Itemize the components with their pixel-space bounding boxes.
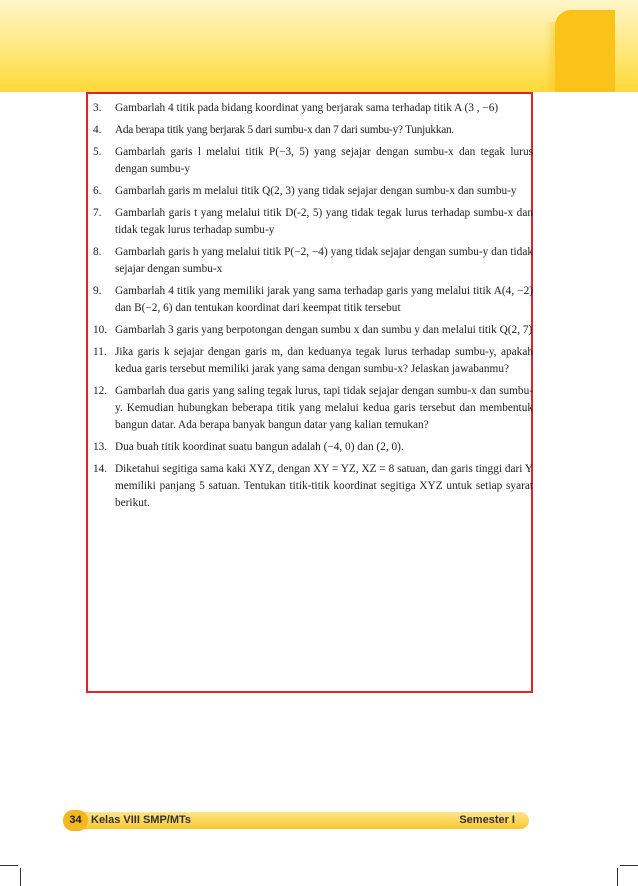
exercise-item xyxy=(93,244,533,278)
exercise-item xyxy=(93,524,533,528)
exercise-number: 9. xyxy=(93,285,102,297)
crop-mark xyxy=(620,865,638,866)
exercise-number: 6. xyxy=(93,185,102,197)
exercise-item xyxy=(93,122,533,139)
footer-class-label: Kelas VIII SMP/MTs xyxy=(91,814,192,826)
page-number: 34 xyxy=(63,810,88,831)
exercise-item xyxy=(93,344,533,378)
exercise-text: Gambarlah dua garis yang saling tegak lurus, tapi tidak sejajar dengan sumbu-x dan sumbu-y. Kemudian hubungkan beberapa titik yang melalui kedua garis tersebut dan membentuk bangun datar. Ada berapa banyak bangun datar yang kalian temukan? xyxy=(115,385,533,431)
exercise-item xyxy=(93,439,533,456)
exercise-text: Gambarlah 4 titik yang memiliki jarak yang sama terhadap garis yang melalui titik A(4, −2) dan B(−2, 6) dan tentukan koordinat dari keempat titik tersebut xyxy=(115,285,533,314)
exercise-text: Gambarlah 4 titik pada bidang koordinat yang berjarak sama terhadap titik A (3 , −6) xyxy=(115,102,499,114)
exercise-number: 5. xyxy=(93,146,102,158)
exercise-text: Gambarlah 3 garis yang berpotongan dengan sumbu x dan sumbu y dan melalui titik Q(2, 7) xyxy=(115,324,533,336)
exercise-item xyxy=(93,100,533,117)
exercise-item xyxy=(93,383,533,434)
exercise-text: Gambarlah garis h yang melalui titik P(−2, −4) yang tidak sejajar dengan sumbu-y dan tidak sejajar dengan sumbu-x xyxy=(115,246,533,275)
exercise-item xyxy=(93,461,533,512)
exercise-item xyxy=(93,183,533,200)
exercise-number: 10. xyxy=(93,324,108,336)
exercise-item xyxy=(93,144,533,178)
exercise-text: Gambarlah garis t yang melalui titik D(-2, 5) yang tidak tegak lurus terhadap sumbu-x dan tidak tegak lurus terhadap sumbu-y xyxy=(115,207,533,236)
exercise-item xyxy=(93,322,533,339)
exercise-number: 11. xyxy=(93,346,107,358)
exercise-text: Diketahui segitiga sama kaki XYZ, dengan XY = YZ, XZ = 8 satuan, dan garis tinggi dari Y memiliki panjang 5 satuan. Tentukan titik-titik koordinat segitiga XYZ untuk setiap syarat berikut. xyxy=(115,463,533,509)
exercise-list xyxy=(93,100,533,528)
exercise-item xyxy=(93,205,533,239)
exercise-item xyxy=(93,283,533,317)
footer-semester-label: Semester I xyxy=(459,814,515,826)
crop-mark xyxy=(20,868,21,886)
exercise-text: Gambarlah garis l melalui titik P(−3, 5) yang sejajar dengan sumbu-x dan tegak lurus dengan sumbu-y xyxy=(115,146,533,175)
exercise-number: 4. xyxy=(93,124,102,136)
exercise-number: 14. xyxy=(93,463,108,475)
exercise-number: 7. xyxy=(93,207,102,219)
banner-tab xyxy=(555,10,615,92)
page-footer xyxy=(63,810,529,831)
exercise-text: Gambarlah garis m melalui titik Q(2, 3) yang tidak sejajar dengan sumbu-x dan sumbu-y xyxy=(115,185,517,197)
exercise-number: 12. xyxy=(93,385,108,397)
exercise-text: Ada berapa titik yang berjarak 5 dari sumbu-x dan 7 dari sumbu-y? Tunjukkan. xyxy=(115,124,454,136)
exercise-text: Dua buah titik koordinat suatu bangun adalah (−4, 0) dan (2, 0). xyxy=(115,441,404,453)
exercise-number: 8. xyxy=(93,246,102,258)
exercise-text: Jika garis k sejajar dengan garis m, dan keduanya tegak lurus terhadap sumbu-y, apakah kedua garis tersebut memiliki jarak yang sama dengan sumbu-x? Jelaskan jawabanmu? xyxy=(115,346,533,375)
exercise-item xyxy=(93,517,533,521)
crop-mark xyxy=(617,868,618,886)
exercise-number: 13. xyxy=(93,441,108,453)
header-banner xyxy=(0,0,638,92)
exercise-number: 3. xyxy=(93,102,102,114)
crop-mark xyxy=(0,865,18,866)
